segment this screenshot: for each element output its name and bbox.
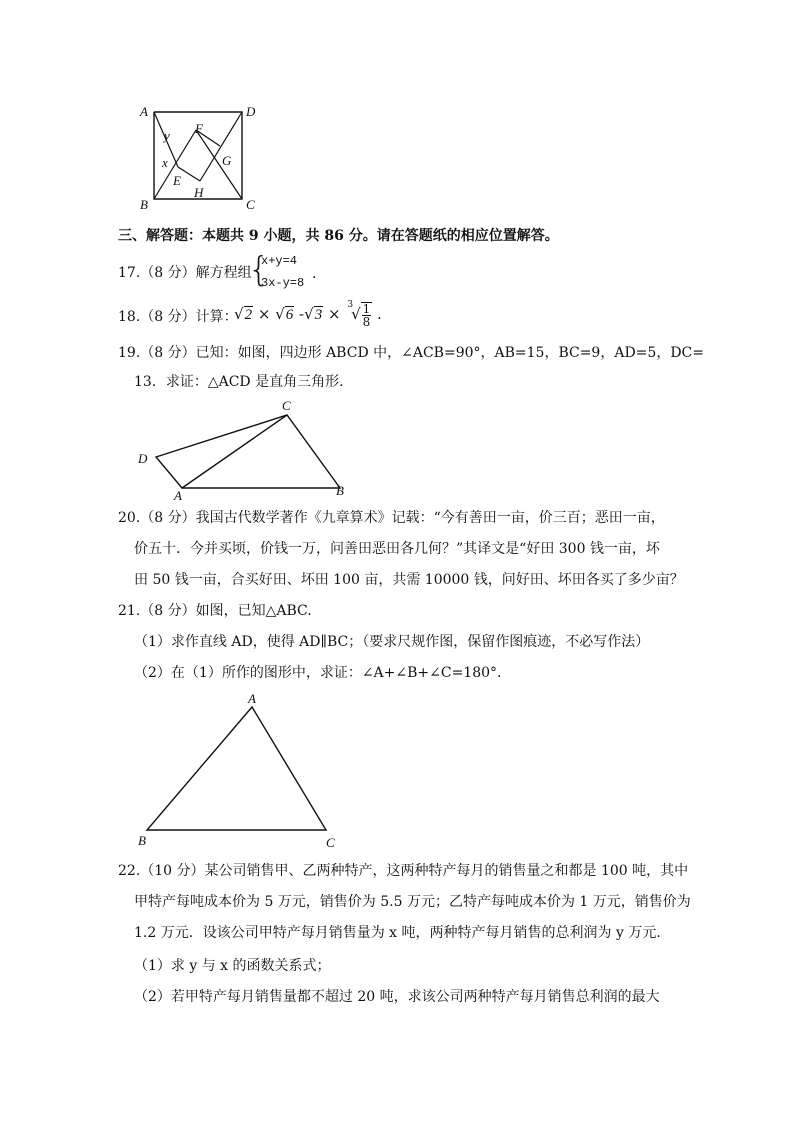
- q20-line-3: 田 50 钱一亩，合买好田、坏田 100 亩，共需 10000 钱，问好田、坏田各买了多少亩？: [134, 572, 684, 588]
- q17-eq1: x+y=4: [261, 254, 298, 268]
- sqrt-3: √3: [304, 305, 323, 323]
- q20-line-1: 20.（8 分）我国古代数学著作《九章算术》记载：“今有善田一亩，价三百；恶田一亩，: [118, 510, 665, 526]
- label-a: A: [140, 104, 148, 119]
- q22-line-3: 1.2 万元．设该公司甲特产每月销售量为 x 吨，两种特产每月销售的总利润为 y 万元.: [134, 925, 661, 941]
- label-c: C: [246, 197, 255, 212]
- section-heading: 三、解答题：本题共 9 小题，共 86 分。请在答题纸的相应位置解答。: [118, 228, 559, 244]
- triangle-outline: [147, 707, 326, 830]
- diagonal-ac: [182, 415, 287, 488]
- times-sign-1: ×: [257, 305, 271, 323]
- label-a: A: [248, 691, 256, 706]
- square-figure: [130, 100, 270, 215]
- system-brace: {: [248, 250, 270, 290]
- label-c: C: [282, 398, 291, 413]
- q18-expression: [234, 302, 382, 328]
- cube-root-index: 3: [347, 300, 354, 310]
- label-y: y: [164, 128, 170, 143]
- label-c: C: [326, 835, 335, 850]
- label-f: F: [195, 121, 203, 136]
- triangle-figure: [130, 690, 350, 855]
- label-b: B: [140, 197, 148, 212]
- q20-line-2: 价五十．今并买顷，价钱一万，问善田恶田各几何？”其译文是“好田 300 钱一亩，坏: [134, 541, 660, 557]
- q17-prefix: 17.（8 分）解方程组: [118, 265, 252, 281]
- q22-part-2: （2）若甲特产每月销售量都不超过 20 吨，求该公司两种特产每月销售总利润的最大: [134, 989, 660, 1005]
- label-h: H: [194, 185, 204, 200]
- q17-suffix: .: [312, 266, 317, 282]
- line-e-to-h: [178, 167, 200, 181]
- fraction-denominator: 8: [362, 315, 371, 329]
- quadrilateral-figure: [130, 395, 360, 505]
- q21-part-1: （1）求作直线 AD，使得 AD∥BC；（要求尺规作图，保留作图痕迹，不必写作法）: [134, 634, 650, 650]
- q19-line-1: 19.（8 分）已知：如图，四边形 ABCD 中，∠ACB=90°，AB=15，BC=9，AD=5，DC=: [118, 345, 704, 361]
- q18-suffix: .: [377, 305, 382, 323]
- label-e: E: [173, 173, 181, 188]
- q22-line-2: 甲特产每吨成本价为 5 万元，销售价为 5.5 万元；乙特产每吨成本价为 1 万元，销售价为: [134, 894, 691, 910]
- cube-root-fraction: $^3$√ $\frac{1}{8}$: [347, 300, 371, 329]
- label-b: B: [336, 483, 344, 498]
- sqrt-6: √6: [275, 305, 294, 323]
- minus-sign: -: [299, 305, 305, 323]
- q19-line-2: 13．求证：△ACD 是直角三角形.: [134, 374, 344, 390]
- line-b-to-f: [154, 130, 196, 199]
- label-a: A: [174, 488, 182, 503]
- quadrilateral-outline: [156, 415, 340, 488]
- times-sign-2: ×: [327, 305, 341, 323]
- fraction-numerator: 1: [362, 302, 371, 316]
- label-d: D: [138, 451, 148, 466]
- sqrt-2: √2: [234, 305, 253, 323]
- q21-line-1: 21.（8 分）如图，已知△ABC.: [118, 603, 312, 619]
- label-g: G: [222, 153, 232, 168]
- q21-part-2: （2）在（1）所作的图形中，求证：∠A+∠B+∠C=180°.: [134, 665, 502, 681]
- label-b: B: [138, 833, 146, 848]
- q17-eq2: 3x-y=8: [261, 276, 305, 290]
- label-d: D: [246, 104, 256, 119]
- q18-prefix: 18.（8 分）计算：: [118, 309, 238, 325]
- q22-part-1: （1）求 y 与 x 的函数关系式；: [134, 958, 331, 974]
- label-x: x: [162, 155, 168, 170]
- q22-line-1: 22.（10 分）某公司销售甲、乙两种特产，这两种特产每月的销售量之和都是 100 吨，其中: [118, 863, 689, 879]
